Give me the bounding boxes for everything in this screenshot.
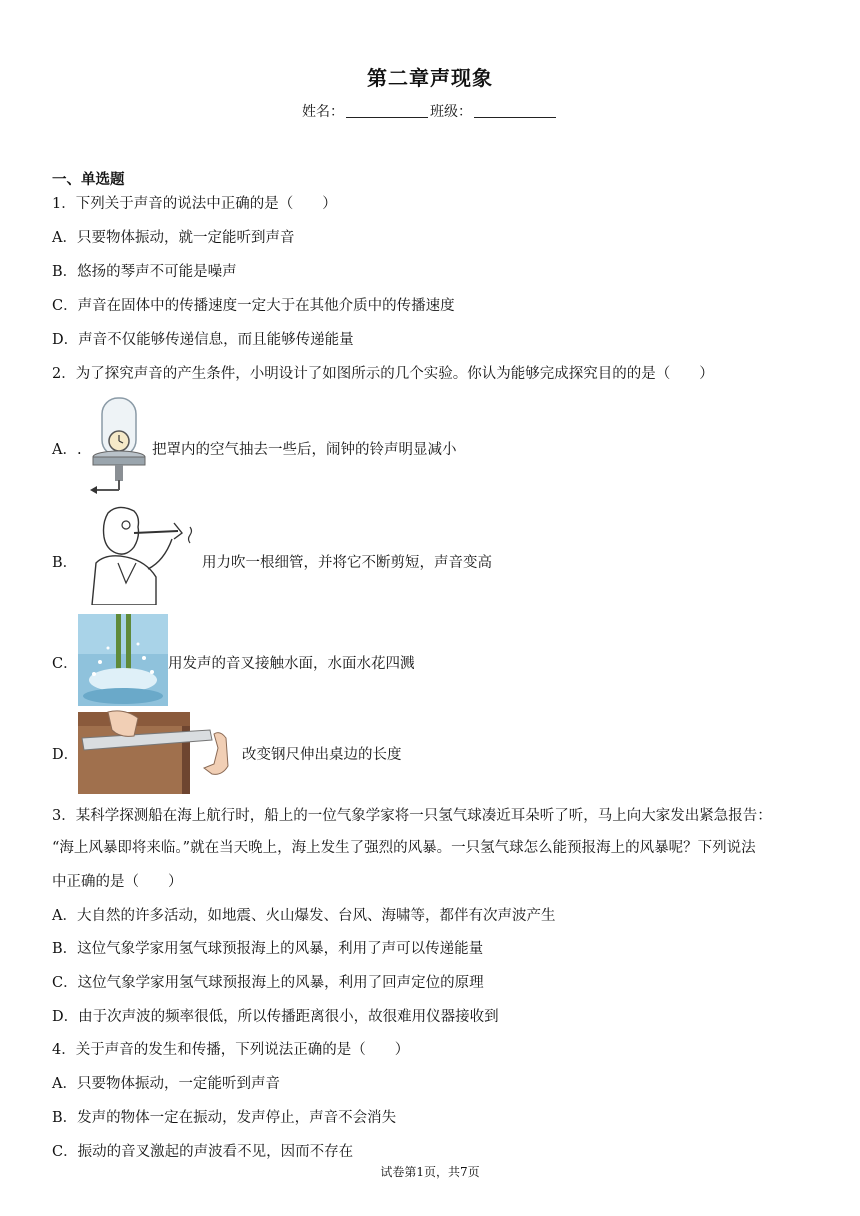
class-label: 班级： [430,104,472,120]
class-blank[interactable] [474,103,556,118]
q1-option-c: C．声音在固体中的传播速度一定大于在其他介质中的传播速度 [52,298,455,314]
q1-option-a: A．只要物体振动，就一定能听到声音 [52,230,295,246]
man-blowing-tube-image [78,503,202,605]
q4-option-b: B．发声的物体一定在振动，发声停止，声音不会消失 [52,1110,397,1126]
q3-stem-line2: “海上风暴即将来临。”就在当天晚上，海上发生了强烈的风暴。一只氢气球怎么能预报海上的风暴呢？下列说法 [52,840,756,856]
q2-option-d-label: D． [52,747,79,763]
tuning-fork-water-image [78,614,168,706]
student-info-line [0,101,860,121]
q2-option-b-text: 用力吹一根细管，并将它不断剪短，声音变高 [202,555,492,571]
q1-stem: 1．下列关于声音的说法中正确的是（ ） [52,196,337,212]
q4-option-a: A．只要物体振动，一定能听到声音 [52,1076,280,1092]
q2-option-a-text: 把罩内的空气抽去一些后，闹钟的铃声明显减小 [152,442,457,458]
q2-option-b-label: B． [52,555,78,571]
q3-option-d: D．由于次声波的频率很低，所以传播距离很小，故很难用仪器接收到 [52,1009,499,1025]
q2-option-a-label: A．. [52,442,82,458]
q2-option-d-text: 改变钢尺伸出桌边的长度 [242,747,402,763]
name-label: 姓名： [302,104,344,120]
q2-option-c-label: C． [52,656,78,672]
q4-stem: 4．关于声音的发生和传播，下列说法正确的是（ ） [52,1042,410,1058]
page-footer: 试卷第1页，共7页 [380,1165,480,1179]
q3-option-b: B．这位气象学家用氢气球预报海上的风暴，利用了声可以传递能量 [52,941,484,957]
q1-option-d: D．声音不仅能够传递信息，而且能够传递能量 [52,332,354,348]
q3-option-a: A．大自然的许多活动，如地震、火山爆发、台风、海啸等，都伴有次声波产生 [52,908,556,924]
q2-stem: 2．为了探究声音的产生条件，小明设计了如图所示的几个实验。你认为能够完成探究目的的是（ ） [52,366,714,382]
q4-option-c: C．振动的音叉激起的声波看不见，因而不存在 [52,1144,354,1160]
q2-option-c-text: 用发声的音叉接触水面，水面水花四溅 [168,656,415,672]
q1-option-b: B．悠扬的琴声不可能是噪声 [52,264,237,280]
bell-jar-alarm-clock-image [88,394,150,498]
page-title: 第二章声现象 [367,66,493,90]
section-heading: 一、单选题 [52,172,125,188]
q3-stem-line3: 中正确的是（ ） [52,874,183,890]
q3-option-c: C．这位气象学家用氢气球预报海上的风暴，利用了回声定位的原理 [52,975,484,991]
name-blank[interactable] [346,103,428,118]
q3-stem-line1: 3．某科学探测船在海上航行时，船上的一位气象学家将一只氢气球凑近耳朵听了听，马上向大家发出紧急报告： [52,808,772,824]
steel-ruler-table-image [78,708,238,794]
